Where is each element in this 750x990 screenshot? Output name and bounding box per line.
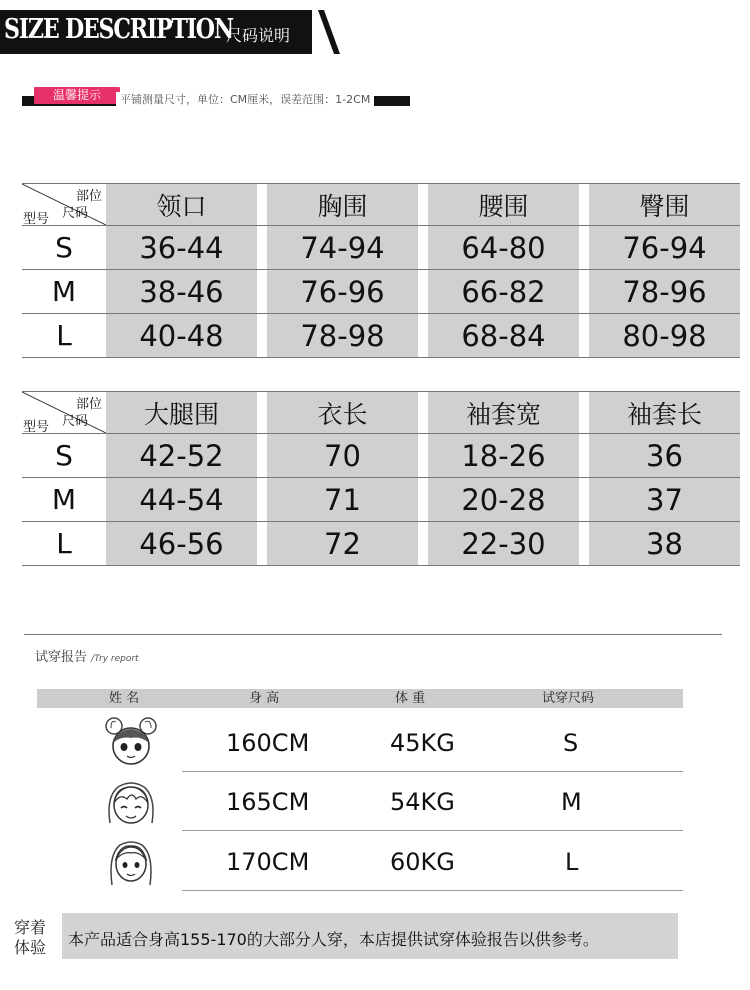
size-label: M [22,270,106,314]
table-cell: 18-26 [428,434,579,478]
size-value: L [565,848,579,876]
try-report-title-en: /Try report [91,654,139,664]
column-header: 胸围 [267,184,418,226]
table-cell: 76-96 [267,270,418,314]
table-cell: 72 [267,522,418,566]
column-header: 臀围 [589,184,740,226]
table-row [22,314,740,358]
table-cell: 78-96 [589,270,740,314]
size-value: M [561,788,582,816]
experience-note: 本产品适合身高155-170的大部分人穿，本店提供试穿体验报告以供参考。 [68,930,599,949]
table-header-row [22,392,740,434]
weight-value: 60KG [390,848,455,876]
table-cell: 78-98 [267,314,418,358]
girl-buns-avatar-icon [102,716,160,768]
table-cell: 37 [589,478,740,522]
table-cell: 71 [267,478,418,522]
corner-cell [22,184,106,226]
header-height: 身 高 [249,691,280,706]
table-cell: 74-94 [267,226,418,270]
header-size: 试穿尺码 [542,691,595,706]
header-subtitle: 尺码说明 [226,26,291,45]
table-cell: 70 [267,434,418,478]
experience-label-line1: 穿着 [14,918,47,937]
column-header: 袖套长 [589,392,740,434]
corner-size-label: 尺码 [61,206,88,221]
table-cell: 38 [589,522,740,566]
table-cell: 80-98 [589,314,740,358]
table-row [22,270,740,314]
try-report-title-cn: 试穿报告 [35,650,88,665]
height-value: 170CM [226,848,310,876]
table-cell: 22-30 [428,522,579,566]
column-header: 袖套宽 [428,392,579,434]
size-table-upper [22,183,740,358]
table-cell: 44-54 [106,478,257,522]
size-table-lower [22,391,740,566]
header-name: 姓 名 [109,691,140,706]
size-label: S [22,434,106,478]
corner-model-label: 型号 [23,420,50,435]
height-value: 160CM [226,729,310,757]
row-underline [182,890,683,891]
table-cell: 66-82 [428,270,579,314]
weight-value: 54KG [390,788,455,816]
column-header: 领口 [106,184,257,226]
table-cell: 46-56 [106,522,257,566]
table-cell: 36 [589,434,740,478]
corner-cell [22,392,106,434]
experience-label-line2: 体验 [14,938,47,957]
table-row [22,434,740,478]
girl-long-hair-avatar-icon [102,835,160,887]
table-row [22,522,740,566]
size-value: S [563,729,579,757]
tip-text: 平铺测量尺寸，单位：CM厘米，误差范围：1-2CM [116,92,374,107]
size-label: L [22,314,106,358]
table-cell: 38-46 [106,270,257,314]
table-cell: 40-48 [106,314,257,358]
girl-bangs-avatar-icon [102,775,160,827]
section-divider [24,634,722,635]
tip-label: 温馨提示 [34,87,120,104]
table-cell: 64-80 [428,226,579,270]
corner-part-label: 部位 [75,397,102,412]
table-cell: 36-44 [106,226,257,270]
tip-bar [22,87,410,107]
column-header: 大腿围 [106,392,257,434]
experience-label [14,918,46,958]
weight-value: 45KG [390,729,455,757]
try-report-row [0,771,750,831]
header-banner [0,10,336,54]
size-label: S [22,226,106,270]
try-report-title [35,646,139,665]
header-stripe [318,10,340,54]
size-label: M [22,478,106,522]
try-report-row [0,712,750,772]
try-report-header [37,689,683,708]
height-value: 165CM [226,788,310,816]
experience-note-box [62,913,678,959]
table-cell: 42-52 [106,434,257,478]
table-row [22,478,740,522]
table-header-row [22,184,740,226]
column-header: 衣长 [267,392,418,434]
try-report-row [0,831,750,891]
table-cell: 76-94 [589,226,740,270]
header-title: SIZE DESCRIPTION [4,14,233,45]
corner-model-label: 型号 [23,212,50,227]
table-row [22,226,740,270]
corner-part-label: 部位 [75,189,102,204]
size-label: L [22,522,106,566]
table-cell: 68-84 [428,314,579,358]
header-weight: 体 重 [395,691,426,706]
table-cell: 20-28 [428,478,579,522]
corner-size-label: 尺码 [61,414,88,429]
column-header: 腰围 [428,184,579,226]
